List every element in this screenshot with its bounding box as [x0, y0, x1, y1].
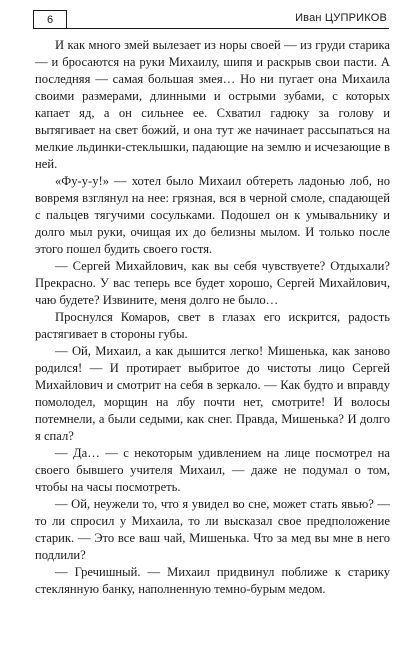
paragraph: — Ой, неужели то, что я увидел во сне, может стать явью? — то ли спросил у Михаила, то ли высказал свое предположение старик. — Это все ваш чай, Мишенька. Что за мед вы мне в него подлили?	[35, 497, 390, 562]
paragraph: — Гречишный. — Михаил придвинул поближе к старику стеклянную банку, наполненную темно-бурым медом.	[35, 565, 390, 596]
paragraph: — Сергей Михайлович, как вы себя чувствуете? Отдыхали? Прекрасно. У вас теперь все будет хорошо, Сергей Михайлович, чаю будете? Извините, меня долго не было…	[35, 259, 390, 307]
running-head	[33, 10, 389, 29]
body-text	[35, 37, 390, 598]
author-name: Иван ЦУПРИКОВ	[295, 12, 387, 24]
page-number: 6	[33, 10, 67, 28]
paragraph: И как много змей вылезает из норы своей — из груди старика — и бросаются на руки Михаилу, шипя и раскрыв свои пасти. А последняя — самая большая змея… Но ни пугает она Михаила своими размерами, длинными и острыми зубами, с которых капает яд, а он сильнее ее. Схватил гадюку за голову и вытягивает на свет божий, и она тут же начинает рассыпаться на мелкие льдинки-стеклышки, падающие на землю и исчезающие в ней.	[35, 38, 390, 171]
paragraph: Проснулся Комаров, свет в глазах его искрится, радость растягивает в стороны губы.	[35, 310, 390, 341]
paragraph: — Ой, Михаил, а как дышится легко! Мишенька, как заново родился! — И протирает выбритое до чистоты лицо Сергей Михайлович и смотрит на себя в зеркало. — Как будто и вправду помолодел, морщин на лбу почти нет, смотрите! И волосы потемнели, а были седыми, как снег. Правда, Мишенька? И долго я спал?	[35, 344, 390, 443]
paragraph: «Фу-у-у!» — хотел было Михаил обтереть ладонью лоб, но вовремя взглянул на нее: грязная, вся в черной смоле, спадающей с пальцев тягучими сосульками. Подошел он к умывальнику и долго мыл руки, очищая их до белизны мылом. И только после этого пошел будить своего гостя.	[35, 174, 390, 256]
paragraph: — Да… — с некоторым удивлением на лице посмотрел на своего бывшего учителя Михаил, — даже не подумал о том, чтобы на часы посмотреть.	[35, 446, 390, 494]
